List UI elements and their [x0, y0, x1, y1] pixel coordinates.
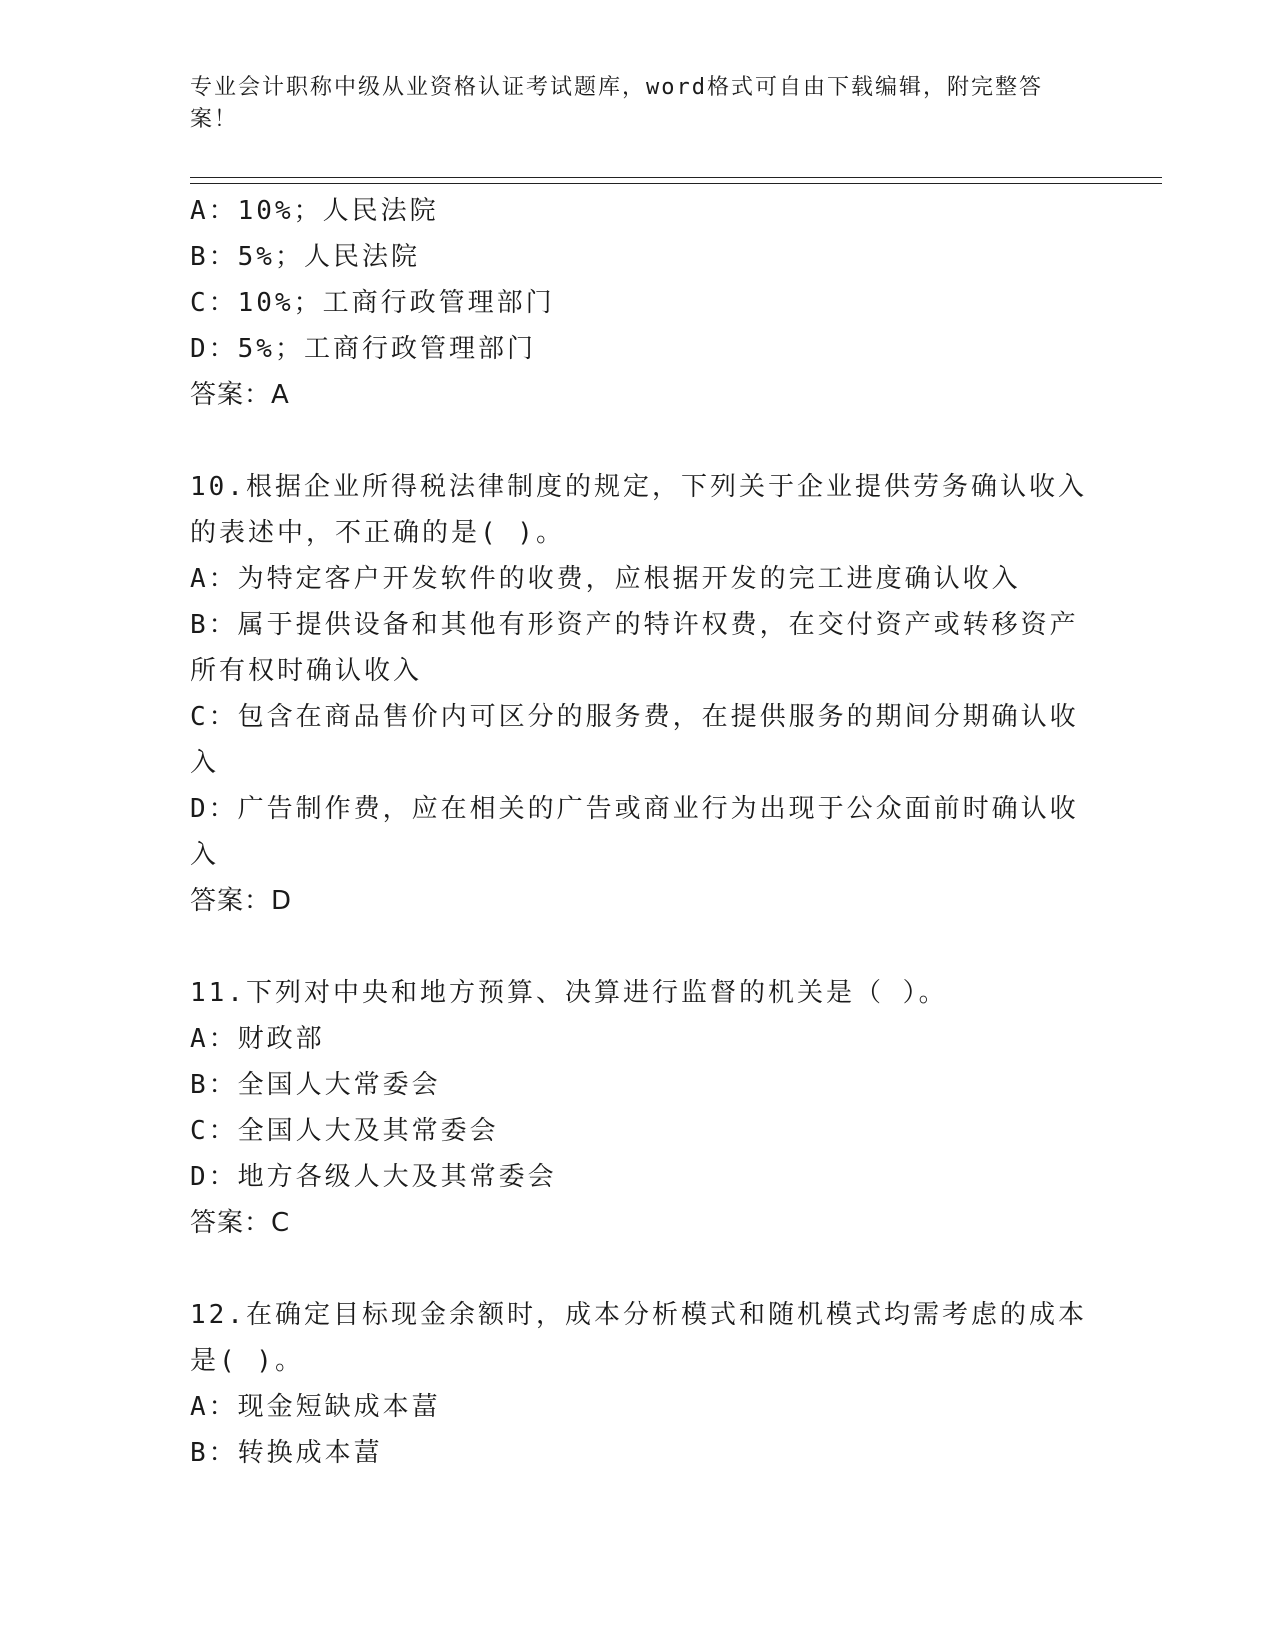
option-b-cont: 所有权时确认收入: [190, 656, 423, 686]
header-rule-bottom: [190, 183, 1162, 184]
answer: 答案：C: [190, 1208, 291, 1238]
option-b: B：全国人大常委会: [190, 1070, 441, 1100]
option-c: C：全国人大及其常委会: [190, 1116, 499, 1146]
question-stem: 12.在确定目标现金余额时，成本分析模式和随机模式均需考虑的成本: [190, 1300, 1087, 1330]
header-line-2: 案！: [190, 107, 239, 132]
spacer: [190, 418, 1090, 464]
option-b: B：属于提供设备和其他有形资产的特许权费，在交付资产或转移资产: [190, 610, 1079, 640]
option-a: A：财政部: [190, 1024, 325, 1054]
spacer: [190, 924, 1090, 970]
question-list: [190, 188, 1090, 1476]
header-rule-top: [190, 177, 1162, 178]
option-b: B：转换成本葍: [190, 1438, 383, 1468]
header-line-1: 专业会计职称中级从业资格认证考试题库，word格式可自由下载编辑，附完整答: [190, 75, 1043, 100]
option-d: D：地方各级人大及其常委会: [190, 1162, 557, 1192]
question-10: [190, 464, 1090, 924]
question-9: [190, 188, 1090, 418]
option-b: B：5%；人民法院: [190, 242, 420, 272]
answer: 答案：A: [190, 380, 290, 410]
option-c: C：包含在商品售价内可区分的服务费，在提供服务的期间分期确认收: [190, 702, 1079, 732]
spacer: [190, 1246, 1090, 1292]
option-c: C：10%；工商行政管理部门: [190, 288, 555, 318]
document-header: [190, 72, 1090, 136]
option-d: D：广告制作费，应在相关的广告或商业行为出现于公众面前时确认收: [190, 794, 1079, 824]
question-stem: 11.下列对中央和地方预算、决算进行监督的机关是（ ）。: [190, 978, 948, 1008]
option-a: A：现金短缺成本葍: [190, 1392, 441, 1422]
question-stem: 10.根据企业所得税法律制度的规定，下列关于企业提供劳务确认收入: [190, 472, 1087, 502]
question-stem-cont: 的表述中，不正确的是( )。: [190, 518, 565, 548]
option-a: A：为特定客户开发软件的收费，应根据开发的完工进度确认收入: [190, 564, 1021, 594]
question-stem-cont: 是( )。: [190, 1346, 304, 1376]
option-d: D：5%；工商行政管理部门: [190, 334, 536, 364]
answer: 答案：D: [190, 886, 293, 916]
option-a: A：10%；人民法院: [190, 196, 439, 226]
option-c-cont: 入: [190, 748, 220, 778]
question-12: [190, 1292, 1090, 1476]
question-11: [190, 970, 1090, 1246]
option-d-cont: 入: [190, 840, 220, 870]
